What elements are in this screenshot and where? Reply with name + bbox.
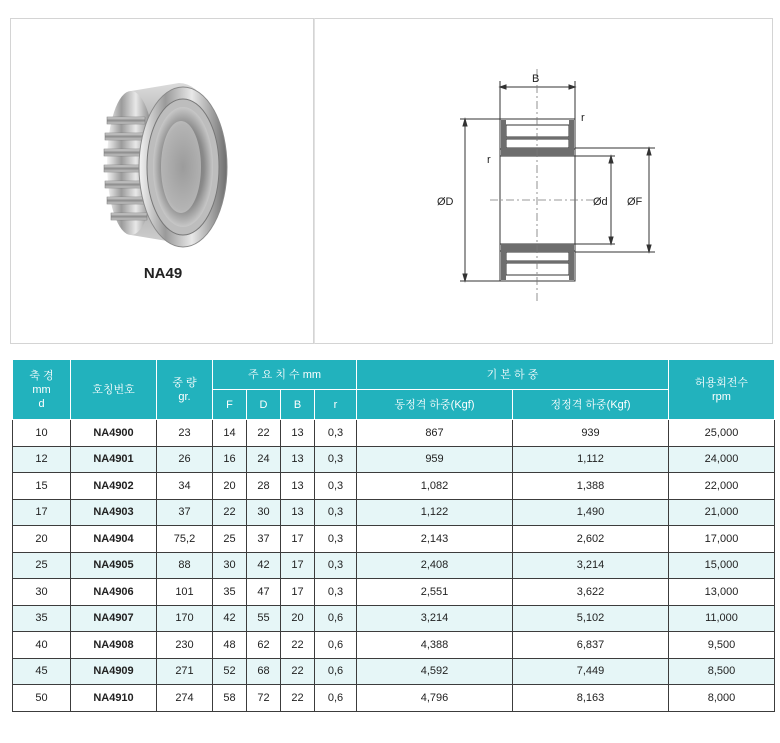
cell-allowable-speed: 17,000 bbox=[669, 526, 775, 553]
cell-weight: 26 bbox=[157, 446, 213, 473]
cell-static-load: 1,490 bbox=[513, 499, 669, 526]
cell-designation: NA4910 bbox=[71, 685, 157, 712]
cell-designation: NA4905 bbox=[71, 552, 157, 579]
product-model-caption: NA49 bbox=[143, 265, 183, 282]
cell-designation: NA4909 bbox=[71, 658, 157, 685]
header-dim-r: r bbox=[315, 390, 357, 420]
cell-allowable-speed: 25,000 bbox=[669, 420, 775, 447]
cell-dim-b: 13 bbox=[281, 420, 315, 447]
cell-dim-f: 52 bbox=[213, 658, 247, 685]
cell-weight: 75,2 bbox=[157, 526, 213, 553]
cell-dim-f: 30 bbox=[213, 552, 247, 579]
cell-dim-r: 0,3 bbox=[315, 499, 357, 526]
cell-shaft-diameter: 20 bbox=[13, 526, 71, 553]
cell-dynamic-load: 4,388 bbox=[357, 632, 513, 659]
cell-static-load: 939 bbox=[513, 420, 669, 447]
cell-allowable-speed: 9,500 bbox=[669, 632, 775, 659]
header-allowable-speed: 허용회전수 rpm bbox=[669, 360, 775, 420]
cell-dim-r: 0,6 bbox=[315, 658, 357, 685]
cell-dim-d: 37 bbox=[247, 526, 281, 553]
cell-dim-f: 20 bbox=[213, 473, 247, 500]
cell-dynamic-load: 1,122 bbox=[357, 499, 513, 526]
cell-allowable-speed: 8,500 bbox=[669, 658, 775, 685]
cell-designation: NA4900 bbox=[71, 420, 157, 447]
cell-weight: 88 bbox=[157, 552, 213, 579]
dimension-label-b: B bbox=[532, 73, 540, 85]
table-row bbox=[13, 446, 775, 473]
table-row bbox=[13, 685, 775, 712]
cross-section-diagram-panel bbox=[314, 18, 773, 344]
cell-designation: NA4903 bbox=[71, 499, 157, 526]
spec-table-body bbox=[13, 420, 775, 712]
cell-dim-f: 35 bbox=[213, 579, 247, 606]
header-shaft-diameter: 축 경 mm d bbox=[13, 360, 71, 420]
cell-dim-d: 72 bbox=[247, 685, 281, 712]
cell-dim-b: 13 bbox=[281, 446, 315, 473]
cell-dim-b: 17 bbox=[281, 579, 315, 606]
cell-allowable-speed: 8,000 bbox=[669, 685, 775, 712]
cell-dim-d: 68 bbox=[247, 658, 281, 685]
cell-weight: 274 bbox=[157, 685, 213, 712]
table-row bbox=[13, 420, 775, 447]
cell-dim-f: 42 bbox=[213, 605, 247, 632]
cell-static-load: 3,622 bbox=[513, 579, 669, 606]
cell-dynamic-load: 1,082 bbox=[357, 473, 513, 500]
dimension-label-r-left: r bbox=[487, 154, 491, 166]
header-dim-f: F bbox=[213, 390, 247, 420]
cell-weight: 23 bbox=[157, 420, 213, 447]
cell-dim-r: 0,3 bbox=[315, 579, 357, 606]
cell-weight: 170 bbox=[157, 605, 213, 632]
table-row bbox=[13, 632, 775, 659]
cell-shaft-diameter: 30 bbox=[13, 579, 71, 606]
header-dim-d: D bbox=[247, 390, 281, 420]
cell-shaft-diameter: 35 bbox=[13, 605, 71, 632]
cell-weight: 34 bbox=[157, 473, 213, 500]
cell-dim-f: 48 bbox=[213, 632, 247, 659]
bearing-cross-section-diagram bbox=[315, 19, 772, 343]
cell-dim-b: 22 bbox=[281, 632, 315, 659]
header-basic-load: 기 본 하 중 bbox=[357, 360, 669, 390]
dimension-label-r-top: r bbox=[581, 112, 585, 124]
cell-dim-f: 25 bbox=[213, 526, 247, 553]
cell-static-load: 5,102 bbox=[513, 605, 669, 632]
table-row bbox=[13, 605, 775, 632]
cell-dim-r: 0,3 bbox=[315, 446, 357, 473]
cell-dim-r: 0,6 bbox=[315, 605, 357, 632]
table-row bbox=[13, 552, 775, 579]
cell-dim-b: 17 bbox=[281, 552, 315, 579]
header-main-dimensions: 주 요 치 수 mm bbox=[213, 360, 357, 390]
cell-allowable-speed: 22,000 bbox=[669, 473, 775, 500]
cell-dim-b: 17 bbox=[281, 526, 315, 553]
cell-allowable-speed: 21,000 bbox=[669, 499, 775, 526]
cell-shaft-diameter: 17 bbox=[13, 499, 71, 526]
header-designation: 호칭번호 bbox=[71, 360, 157, 420]
cell-dynamic-load: 4,796 bbox=[357, 685, 513, 712]
cell-static-load: 3,214 bbox=[513, 552, 669, 579]
cell-dynamic-load: 4,592 bbox=[357, 658, 513, 685]
table-row bbox=[13, 526, 775, 553]
cell-dim-b: 22 bbox=[281, 685, 315, 712]
cell-dim-d: 62 bbox=[247, 632, 281, 659]
cell-allowable-speed: 13,000 bbox=[669, 579, 775, 606]
cell-dim-r: 0,6 bbox=[315, 632, 357, 659]
cell-dim-b: 22 bbox=[281, 658, 315, 685]
cell-dim-r: 0,6 bbox=[315, 685, 357, 712]
table-row bbox=[13, 579, 775, 606]
cell-dim-d: 47 bbox=[247, 579, 281, 606]
cell-dim-d: 30 bbox=[247, 499, 281, 526]
header-dim-b: B bbox=[281, 390, 315, 420]
cell-dim-r: 0,3 bbox=[315, 420, 357, 447]
cell-dim-f: 22 bbox=[213, 499, 247, 526]
cell-dim-f: 16 bbox=[213, 446, 247, 473]
cell-static-load: 6,837 bbox=[513, 632, 669, 659]
cell-shaft-diameter: 12 bbox=[13, 446, 71, 473]
cell-dim-b: 13 bbox=[281, 473, 315, 500]
cell-dim-d: 28 bbox=[247, 473, 281, 500]
dimension-label-outer-diameter: ØD bbox=[437, 196, 454, 208]
dimension-label-bore-diameter: Ød bbox=[593, 196, 608, 208]
cell-allowable-speed: 11,000 bbox=[669, 605, 775, 632]
cell-dim-d: 55 bbox=[247, 605, 281, 632]
bearing-spec-table bbox=[12, 359, 775, 712]
cell-dim-f: 14 bbox=[213, 420, 247, 447]
cell-dim-d: 22 bbox=[247, 420, 281, 447]
header-static-load: 정정격 하중(Kgf) bbox=[513, 390, 669, 420]
cell-dim-f: 58 bbox=[213, 685, 247, 712]
cell-designation: NA4901 bbox=[71, 446, 157, 473]
cell-shaft-diameter: 45 bbox=[13, 658, 71, 685]
cell-allowable-speed: 24,000 bbox=[669, 446, 775, 473]
cell-weight: 101 bbox=[157, 579, 213, 606]
cell-shaft-diameter: 15 bbox=[13, 473, 71, 500]
cell-shaft-diameter: 40 bbox=[13, 632, 71, 659]
cell-designation: NA4902 bbox=[71, 473, 157, 500]
cell-designation: NA4906 bbox=[71, 579, 157, 606]
cell-shaft-diameter: 10 bbox=[13, 420, 71, 447]
cell-allowable-speed: 15,000 bbox=[669, 552, 775, 579]
cell-dim-b: 20 bbox=[281, 605, 315, 632]
table-row bbox=[13, 658, 775, 685]
cell-shaft-diameter: 50 bbox=[13, 685, 71, 712]
cell-static-load: 1,112 bbox=[513, 446, 669, 473]
table-row bbox=[13, 499, 775, 526]
cell-designation: NA4908 bbox=[71, 632, 157, 659]
cell-dynamic-load: 3,214 bbox=[357, 605, 513, 632]
cell-static-load: 2,602 bbox=[513, 526, 669, 553]
cell-weight: 271 bbox=[157, 658, 213, 685]
cell-static-load: 8,163 bbox=[513, 685, 669, 712]
cell-static-load: 1,388 bbox=[513, 473, 669, 500]
cell-dim-r: 0,3 bbox=[315, 552, 357, 579]
cell-dim-b: 13 bbox=[281, 499, 315, 526]
cell-dynamic-load: 2,143 bbox=[357, 526, 513, 553]
cell-dim-d: 42 bbox=[247, 552, 281, 579]
cell-designation: NA4904 bbox=[71, 526, 157, 553]
cell-designation: NA4907 bbox=[71, 605, 157, 632]
cell-dim-d: 24 bbox=[247, 446, 281, 473]
cell-dim-r: 0,3 bbox=[315, 473, 357, 500]
cell-static-load: 7,449 bbox=[513, 658, 669, 685]
table-row bbox=[13, 473, 775, 500]
cell-dynamic-load: 2,551 bbox=[357, 579, 513, 606]
cell-dim-r: 0,3 bbox=[315, 526, 357, 553]
needle-bearing-illustration bbox=[11, 19, 313, 259]
header-weight: 중 량 gr. bbox=[157, 360, 213, 420]
header-dynamic-load: 동정격 하중(Kgf) bbox=[357, 390, 513, 420]
cell-weight: 37 bbox=[157, 499, 213, 526]
cell-weight: 230 bbox=[157, 632, 213, 659]
cell-dynamic-load: 959 bbox=[357, 446, 513, 473]
product-photo-panel bbox=[10, 18, 314, 344]
dimension-label-raceway-diameter: ØF bbox=[627, 196, 643, 208]
cell-shaft-diameter: 25 bbox=[13, 552, 71, 579]
cell-dynamic-load: 2,408 bbox=[357, 552, 513, 579]
cell-dynamic-load: 867 bbox=[357, 420, 513, 447]
